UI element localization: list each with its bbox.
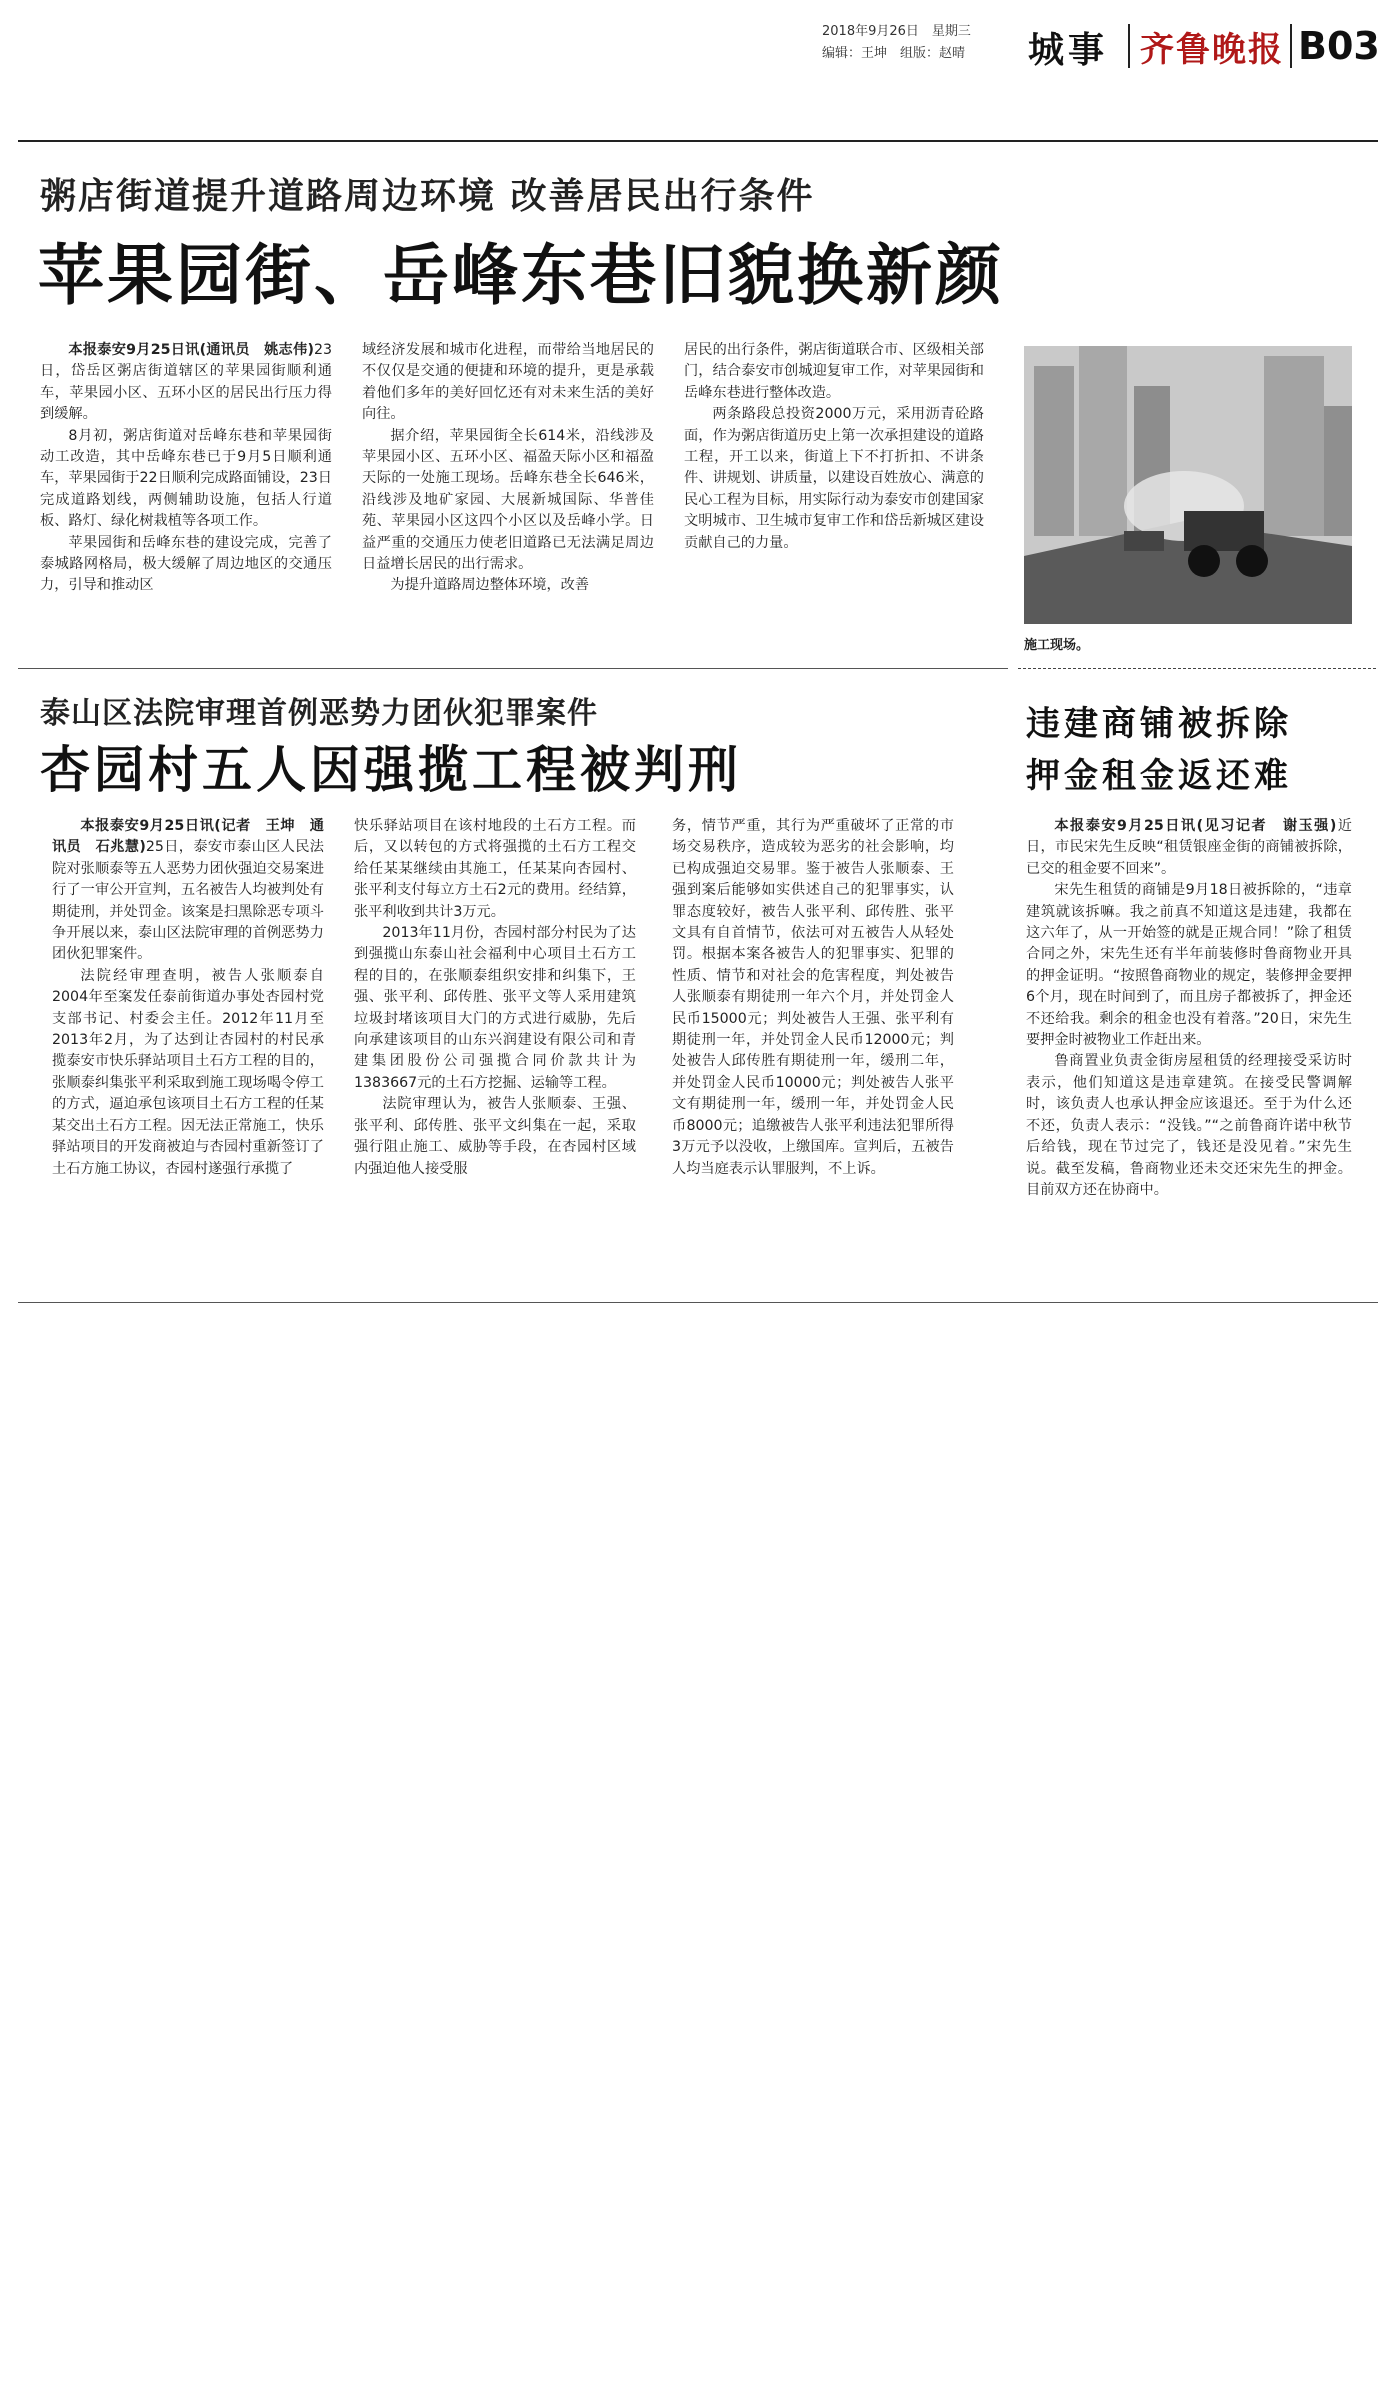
section-name: 城事: [1028, 30, 1109, 71]
masthead-divider-2: [1290, 24, 1292, 68]
article2-col2-p1: 快乐驿站项目在该村地段的土石方工程。而后，又以转包的方式将强揽的土石方工程交给任某某继续由其施工，任某某向杏园村、张平利支付每立方土石2元的费用。经结算，张平利收到共计3万元。: [354, 818, 636, 920]
article1-col3-p2: 两条路段总投资2000万元，采用沥青砼路面，作为粥店街道历史上第一次承担建设的道路工程，开工以来，街道上下不打折扣、不讲条件、讲规划、讲质量，以建设百姓放心、满意的民心工程为目标，用实际行动为泰安市创建国家文明城市、卫生城市复审工作和岱岳新城区建设贡献自己的力量。: [684, 406, 984, 551]
article1-col1-p2: 8月初，粥店街道对岳峰东巷和苹果园街动工改造，其中岳峰东巷已于9月5日顺利通车，苹果园街于22日顺利完成路面铺设，23日完成道路划线，两侧辅助设施，包括人行道板、路灯、绿化树栽植等各项工作。: [40, 427, 332, 530]
article3-title-line-2: 押金租金返还难: [1026, 756, 1292, 796]
date-line: 2018年9月26日 星期三: [822, 24, 971, 39]
article1-title: 苹果园街、岳峰东巷旧貌换新颜: [38, 237, 1004, 314]
top-rule: [18, 140, 1378, 142]
article2-column-3: [672, 816, 954, 1180]
article1-bottom-rule: [18, 668, 1008, 669]
article1-col1-p1: 23日，岱岳区粥店街道辖区的苹果园街顺利通车，苹果园小区、五环小区的居民出行压力得到缓解。: [40, 342, 332, 423]
masthead-divider: [1128, 24, 1130, 68]
article1-column-2: [362, 340, 654, 597]
article2-column-1: [52, 816, 324, 1180]
article3-p1: 近日，市民宋先生反映“租赁银座金街的商铺被拆除，已交的租金要不回来”。: [1026, 818, 1352, 877]
article2-subtitle: 泰山区法院审理首例恶势力团伙犯罪案件: [40, 696, 598, 731]
article2-col1-p1: 25日，泰安市泰山区人民法院对张顺泰等五人恶势力团伙强迫交易案进行了一审公开宣判，五名被告人均被判处有期徒刑，并处罚金。该案是扫黑除恶专项斗争开展以来，泰山区法院审理的首例恶势力团伙犯罪案件。: [52, 839, 324, 963]
article3-p3: 鲁商置业负责金街房屋租赁的经理接受采访时表示，他们知道这是违章建筑。在接受民警调解时，该负责人也承认押金应该退还。至于为什么还不还，负责人表示：“没钱。”“之前鲁商许诺中秋节后给钱，现在节过完了，钱还是没见着。”宋先生说。截至发稿，鲁商物业还未交还宋先生的押金。目前双方还在协商中。: [1026, 1053, 1352, 1198]
article1-col2-p2: 据介绍，苹果园街全长614米，沿线涉及苹果园小区、五环小区、福盈天际小区和福盈天际的一处施工现场。岳峰东巷全长646米，沿线涉及地矿家园、大展新城国际、华普佳苑、苹果园小区这四个小区以及岳峰小学。日益严重的交通压力使老旧道路已无法满足周边日益增长居民的出行需求。: [362, 427, 654, 573]
article1-col2-p3: 为提升道路周边整体环境，改善: [390, 577, 590, 594]
article2-title: 杏园村五人因强揽工程被判刑: [40, 741, 742, 799]
content-bottom-rule: [18, 1302, 1378, 1303]
article2-byline: 本报泰安9月25日讯(记者 王坤 通讯员 石兆慧): [52, 818, 324, 856]
construction-photo-image: [1024, 346, 1352, 624]
photo-caption: 施工现场。: [1024, 638, 1090, 653]
article3-body: [1026, 816, 1352, 1201]
article1-col2-p1: 域经济发展和城市化进程，而带给当地居民的不仅仅是交通的便捷和环境的提升，更是承载着他们多年的美好回忆还有对未来生活的美好向往。: [362, 342, 654, 423]
sidebar-dashed-rule: [1018, 668, 1376, 669]
paper-logo: 齐鲁晚报: [1140, 30, 1284, 70]
article1-col1-p3: 苹果园街和岳峰东巷的建设完成，完善了泰城路网格局，极大缓解了周边地区的交通压力，引导和推动区: [40, 534, 332, 594]
article2-col2-p2: 2013年11月份，杏园村部分村民为了达到强揽山东泰山社会福利中心项目土石方工程的目的，在张顺泰组织安排和纠集下，王强、张平利、邱传胜、张平文等人采用建筑垃圾封堵该项目大门的方式进行威胁，先后向承建该项目的山东兴润建设有限公司和青建集团股份公司强揽合同价款共计为1383667元的土石方挖掘、运输等工程。: [354, 925, 636, 1091]
article3-byline: 本报泰安9月25日讯(见习记者 谢玉强): [1054, 818, 1337, 834]
article2-col1-p2: 法院经审理查明，被告人张顺泰自2004年至案发任泰前街道办事处杏园村党支部书记、村委会主任。2012年11月至2013年2月，为了达到让杏园村的村民承揽泰安市快乐驿站项目土石方工程的目的，张顺泰纠集张平利采取到施工现场喝令停工的方式，逼迫承包该项目土石方工程的任某某交出土石方工程。因无法正常施工，快乐驿站项目的开发商被迫与杏园村重新签订了土石方施工协议，杏园村遂强行承揽了: [52, 967, 324, 1177]
article1-column-1: [40, 340, 332, 597]
article1-byline: 本报泰安9月25日讯(通讯员 姚志伟): [68, 342, 314, 358]
article2-col2-p3: 法院审理认为，被告人张顺泰、王强、张平利、邱传胜、张平文纠集在一起，采取强行阻止施工、威胁等手段，在杏园村区域内强迫他人接受服: [354, 1096, 636, 1177]
article1-col3-p1: 居民的出行条件，粥店街道联合市、区级相关部门，结合泰安市创城迎复审工作，对苹果园街和岳峰东巷进行整体改造。: [684, 342, 984, 401]
editor-line: 编辑：王坤 组版：赵晴: [822, 46, 966, 61]
article2-column-2: [354, 816, 636, 1180]
article3-title-line-1: 违建商铺被拆除: [1026, 704, 1292, 744]
page-number: B03: [1298, 24, 1380, 68]
article1-column-3: [684, 340, 984, 554]
article3-p2: 宋先生租赁的商铺是9月18日被拆除的，“违章建筑就该拆嘛。我之前真不知道这是违建，我都在这六年了，从一开始签的就是正规合同！”除了租赁合同之外，宋先生还有半年前装修时鲁商物业开具的押金证明。“按照鲁商物业的规定，装修押金要押6个月，现在时间到了，而且房子都被拆了，押金还不还给我。剩余的租金也没有着落。”20日，宋先生要押金时被物业工作赶出来。: [1026, 882, 1352, 1049]
article2-col3-p1: 务，情节严重，其行为严重破坏了正常的市场交易秩序，造成较为恶劣的社会影响，均已构成强迫交易罪。鉴于被告人张顺泰、王强到案后能够如实供述自己的犯罪事实，认罪态度较好，被告人张平利、邱传胜、张平文具有自首情节，依法可对五被告人从轻处罚。根据本案各被告人的犯罪事实、犯罪的性质、情节和对社会的危害程度，判处被告人张顺泰有期徒刑一年六个月，并处罚金人民币15000元；判处被告人王强、张平利有期徒刑一年，并处罚金人民币12000元；判处被告人邱传胜有期徒刑一年，缓刑二年，并处罚金人民币10000元；判处被告人张平文有期徒刑一年，缓刑一年，并处罚金人民币8000元；追缴被告人张平利违法犯罪所得3万元予以没收，上缴国库。宣判后，五被告人均当庭表示认罪服判，不上诉。: [672, 818, 954, 1177]
construction-photo: [1024, 346, 1352, 624]
article1-subtitle: 粥店街道提升道路周边环境 改善居民出行条件: [40, 176, 815, 217]
